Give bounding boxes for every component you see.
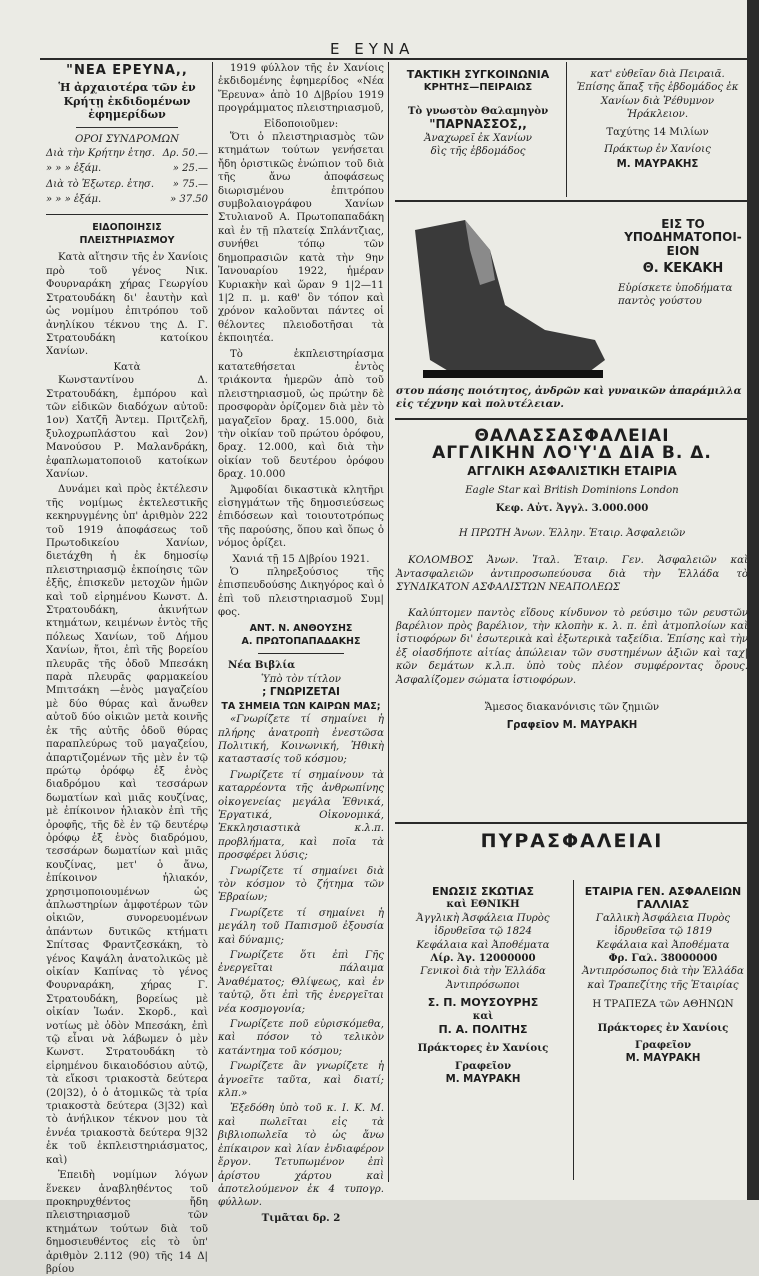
shoe-sole	[423, 370, 603, 378]
book-question: Γνωρίζετε ἂν γνωρίζετε ἡ ἀγνοεῖτε ταῦτα, καὶ διατί; κλπ.»	[218, 1061, 384, 1100]
terms-heading: ΟΡΟΙ ΣΥΝΔΡΟΜΩΝ	[74, 133, 180, 145]
notice-paragraph: Δυνάμει καὶ πρὸς ἐκτέλεσιν τῆς νομίμως ἐκτελεστικῆς κεκηρυγμένης ὑπ' ἀριθμὸν 222 τοῦ 1919 ἀποφάσεως τοῦ Πρωτοδικείου Χανίων, διετάχθη ἡ ἐκ δημοσίῳ πλειστηριασμῷ ἐκποίησις τῶν ἑξῆς, ἐπισκεῦν μετοχῶν ἡμῶν καὶ τοῦ εἰρημένου Κωνστ. Δ. Στρατουδάκη, ἀκινήτων κτημάτων, κειμένων ἐντὸς τῆς πόλεως Χανίων, τοῦ Δήμου Χανίων, ἤτοι, ἐπὶ τῆς βορείου πλευρᾶς τῆς ὁδοῦ Μπεσάκη παρὰ πλευρᾶς φαρμακείου Μπιτσάκη —ἑνὸς μαγαζείου μὲ δύο θύρας καὶ ἄνωθεν αὐτοῦ δύο οἰκιῶν μετὰ κοινῆς ἐκ τῆς αὐτῆς ὁδοῦ θύρας παραπλεύρως τοῦ μαγαζείου, ἀπαρτιζομένων τῆς μὲν ἐν τῷ πρώτῳ ὀρόφῳ ἐξ ἑνὸς διαδρόμου καὶ τεσσάρων δωματίων καὶ μιᾶς κουζίνας, μὲ ἐπίκοινον ἡλιακὸν ἐπὶ τῆς ὀροφῆς, τῆς δὲ ἐν τῷ δευτέρῳ ὀρόφῳ ἐξ ἑνὸς διαδρόμου, τεσσάρων δωματίων καὶ μιᾶς κουζίνας, μετ' ὁ ἄνω, ἐπίκοινον ἡλιακόν, χρησιμοποιουμένων ὡς ἀπλωστηρίων ἀμφοτέρων τῶν οἰκιῶν, συνορευομένων ἁπάντων δυτικῶς κτήματι Σπίτσας Φραντζεσκάκη, τὸ γένος Καψάλη ἀνατολικῶς μὲ οἰκίαν Καπίνας τὸ γένος Φουρναράκη, χήρας Γ. Στρατουδάκη, βορείως μὲ οἰκίαν Ἰωάν. Σκορδ., καὶ νοτίως μὲ ὁδὸν Μπεσάκη, ἐπὶ τῷ εἶναι νὰ λάβωμεν ὁ μὲν Κωνστ. Στρατουδάκη τὸ εἰρημένου δικαιοδόσιου αὐτῷ, τὰ εἴκοσι τριακοστὰ δεύτερα (20|32), ὁ ὁ ἀτομικῶς τὰ τρία τριακοστὰ δεύτερα (3|32) καὶ τὸ ἀνήλικον τέκνον μου τὰ ἐννέα τριακοστὰ δεύτερα 9|32 ἐκ τοῦ ἐκπλειστηριάσματος, καὶ)	[46, 484, 208, 1166]
section-rule	[395, 200, 750, 202]
notice-kata: Κατὰ	[113, 361, 141, 373]
notice-paragraph: 1919 φύλλον τῆς ἐν Χανίοις ἐκδιδομένης ἐφημερίδος «Νέα Ἔρευνα» ἀπὸ 10 Δ|βρίου 1919 προγράμματος πλειστηριασμοῦ,	[218, 63, 384, 115]
masthead: Ε ΕΥΝΑ	[330, 40, 415, 58]
fire-left-agents: Πράκτορες ἐν Χανίοις	[417, 1042, 549, 1055]
marine-capital: Κεφ. Αὐτ. Ἀγγλ. 3.000.000	[495, 501, 649, 514]
fire-left-general: Γενικοὶ διὰ τὴν Ἑλλάδα	[420, 966, 546, 978]
books-heading: Νέα Βιβλία	[228, 659, 296, 672]
book-description: Ἐξεδόθη ὑπὸ τοῦ κ. Ι. Κ. Μ. καὶ πωλεῖται εἰς τὰ βιβλιοπωλεῖα τὸ ὡς ἄνω ἐπίκαιρον καὶ λίαν ἐνδιαφέρον ἔργον. Τετυπωμένον ἐπὶ ἀρίστου χάρτου καὶ ἀποτελούμενον ἐκ 4 τυπογρ. φύλλων.	[218, 1103, 384, 1209]
column-rule	[573, 880, 574, 1180]
column-1	[46, 62, 208, 1275]
notice-paragraph: Τὸ ἐκπλειστηρίασμα κατατεθήσεται ἐντὸς τριάκοντα ἡμερῶν ἀπὸ τοῦ πλειστηριασμοῦ, ὡς πρώτην δὲ προσφορὰν ὁρίζομεν διὰ μὲν τὸ μαγαζεῖον δραχ. 15.000, διὰ τὴν οἰκίαν τοῦ πρώτου ὀρόφου, δραχ. 12.000, καὶ διὰ τὴν οἰκίαν τοῦ δευτέρου ὀρόφου δραχ. 10.000	[218, 348, 384, 481]
shoe-ad	[618, 218, 748, 398]
marine-first: Η ΠΡΩΤΗ Ἀνων. Ἑλλην. Ἑταιρ. Ἀσφαλειῶν	[458, 528, 686, 540]
marine-english: Eagle Star καὶ British Dominions London	[465, 485, 679, 497]
marine-kolombos: ΚΟΛΟΜΒΟΣ Ἀνων. Ἰταλ. Ἑταιρ. Γεν. Ἀσφαλειῶν καὶ Ἀντασφαλειῶν ἀντιπροσωπεύουσα διὰ τὴν Ἑλλάδα τὸ ΣΥΝΔΙΚΑΤΟΝ ΑΣΦΑΛΙΣΤΩΝ ΝΕΑΠΟΛΕΩΣ	[396, 555, 748, 594]
fire-left-reps: Ἀντιπρόσωποι	[445, 979, 521, 991]
rate-row: » » » ἑξάμ. » 25.—	[46, 163, 208, 175]
fire-left-capital: Λίρ. Ἀγ. 12000000	[430, 952, 536, 965]
marine-company: ΑΓΓΛΙΚΗΝ ΛΟ'Υ'Δ ΔΙΑ Β. Δ.	[432, 443, 712, 464]
fire-right-capital: Φρ. Γαλ. 38000000	[608, 952, 718, 965]
section-rule	[395, 822, 750, 824]
shoe-maker-name: Θ. ΚΕΚΑΚΗ	[642, 261, 724, 277]
ship-ad-line: Τὸ γνωστὸν Θαλαμηγὸν	[407, 104, 549, 117]
column-rule	[566, 62, 567, 197]
fire-insurance-title: ΠΥΡΑΣΦΑΛΕΙΑΙ	[480, 830, 664, 852]
book-question: Γνωρίζετε τί σημαίνουν τὰ καταρρέοντα τῆς ἀνθρωπίνης οἰκογενείας μεγάλα Ἐθνικά, Ἐργατικά, Οἰκονομικά, Ἐκκλησιαστικὰ κ.λ.π. προβλήματα, καὶ ποῖα τὰ προσφέρει λύσις;	[218, 769, 384, 862]
paper-title: "ΝΕΑ ΕΡΕΥΝΑ,,	[66, 63, 188, 78]
fire-left-desc: Ἀγγλικὴ Ἀσφάλεια Πυρὸς ἱδρυθεῖσα τῷ 1824	[416, 912, 550, 938]
notice-paragraph: Κωνσταντίνου Δ. Στρατουδάκη, ἐμπόρου καὶ τῶν εἰδικῶν διαδόχων αὐτοῦ: 1ον) Χατζῆ Ἀντεμ. Πριτζελῆ, ξυλοχρωπλάστου καὶ 2ον) Μανούσου Ρ. Μαλανδράκη, ἐφαπλωματοποιοῦ κατοίκων Χανίων.	[46, 375, 208, 480]
fire-left-rep: Π. Α. ΠΟΛΙΤΗΣ	[438, 1023, 528, 1037]
fire-left-office: Γραφεῖον	[454, 1059, 512, 1072]
ship-agent-label: Πράκτωρ ἐν Χανίοις	[604, 144, 711, 156]
ship-speed: Ταχύτης 14 Μιλίων	[606, 126, 709, 138]
fire-left-rep: Σ. Π. ΜΟΥΣΟΥΡΗΣ	[427, 996, 539, 1010]
fire-right-name: ΕΤΑΙΡΙΑ ΓΕΝ. ΑΣΦΑΛΕΙΩΝ	[584, 885, 742, 898]
book-question: Γνωρίζετε τί σημαίνει διὰ τὸν κόσμον τὸ ζήτημα τῶν Ἑβραίων;	[218, 865, 384, 904]
ship-ad-line: κατ' εὐθεῖαν διὰ Πειραιᾶ.	[590, 69, 725, 80]
fire-left-office-name: Μ. ΜΑΥΡΑΚΗ	[445, 1074, 521, 1086]
fire-left-capital-label: Κεφάλαια καὶ Ἀποθέματα	[416, 939, 550, 951]
book-title: ; ΓΝΩΡΙΖΕΤΑΙ	[262, 686, 340, 699]
column-2	[218, 62, 384, 1224]
notice-paragraph: Ὁ πληρεξούσιος τῆς ἐπισπευδούσης Δικηγόρος καὶ ὁ ἐπὶ τοῦ πλειστηριασμοῦ Συμ|φος.	[218, 567, 384, 619]
ship-agent-name: Μ. ΜΑΥΡΑΚΗΣ	[616, 159, 699, 171]
book-question: Γνωρίζετε ὅτι ἐπὶ Γῆς ἐνεργεῖται πάλαιμα Ἀναθέματος; Θλίψεως, καὶ ἐν ταὐτῷ, ὅτι ἐπὶ τῆς ἐνεργεῖται νέα κοσμογονία;	[218, 950, 384, 1015]
marine-body: Καλύπτομεν παντὸς εἴδους κίνδυνον τὸ ρεύσιμο τῶν ρευστῶν βαρέλιον πρὸς βαρέλιον, τὴν κλοπὴν κ. λ. π. ἐπὶ ἀτμοπλοίων καὶ ἱστιοφόρων δι' ἐσωτερικὰ καὶ ἐξωτερικὰ ταξείδια. Ἐπίσης καὶ τὴν ἐξ οἱασδήποτε αἰτίας ἀπώλειαν τῶν συστημένων ἀξιῶν καὶ ταχ|κῶν δεμάτων κ.λ.π. ὑπὸ τοὺς πλέον συμφέροντας ὅρους. Ἀσφαλίζομεν σώματα ἱστιοφόρων.	[396, 607, 748, 686]
paper-subtitle: Ἡ ἀρχαιοτέρα τῶν ἐν Κρήτῃ ἐκδιδομένων ἐφημερίδων	[58, 81, 196, 122]
notice-paragraph: Ἀμφοδίαι δικαστικὰ κλητῆρι εἰσηγμάτων τῆς δημοσιεύσεως ἐπιδόσεων καὶ τοιουτοτρόπως τῆς παρούσης, ὅπου καὶ ὅπως ὁ νόμος ὁρίζει.	[218, 484, 384, 550]
notice-date: Χανιά τῇ 15 Δ|βρίου 1921.	[232, 553, 370, 565]
book-title-2: ΤΑ ΣΗΜΕΙΑ ΤΩΝ ΚΑΙΡΩΝ ΜΑΣ;	[221, 700, 381, 712]
shoe-body	[415, 220, 605, 375]
fire-insurance-right	[578, 885, 748, 1185]
rate-row: Διὰ τὴν Κρήτην ἐτησ. Δρ. 50.—	[46, 148, 208, 160]
column-rule	[388, 62, 389, 1182]
fire-right-reps: Ἀντιπρόσωπος διὰ τὴν Ἑλλάδα καὶ Τραπεζίτης τῆς Ἑταιρίας	[582, 966, 744, 991]
ship-ad-title: ΤΑΚΤΙΚΗ ΣΥΓΚΟΙΝΩΝΙΑ	[406, 68, 550, 81]
fire-right-capital-label: Κεφάλαια καὶ Ἀποθέματα	[596, 939, 730, 951]
signatory: ΑΝΤ. Ν. ΑΝΘΟΥΣΗΣ	[249, 622, 353, 634]
shoe-ad-line: ΕΙΣ ΤΟ	[661, 217, 705, 231]
top-rule	[40, 58, 750, 60]
shoe-ad-line: ΥΠΟΔΗΜΑΤΟΠΟΙ-	[624, 230, 742, 245]
book-question: Γνωρίζετε τί σημαίνει ἡ μεγάλη τοῦ Παπισμοῦ ἐξουσία καὶ δύναμις;	[218, 907, 384, 946]
fire-left-name: ΕΝΩΣΙΣ ΣΚΩΤΙΑΣ	[431, 885, 535, 898]
notice-paragraph: Ἐπειδὴ νομίμων λόγων ἕνεκεν ἀναβληθέντος τοῦ προκηρυχθέντος ἤδη πλειστηριασμοῦ τῶν κτημάτων τούτων διὰ τοῦ δημοσιευθέντος εἰς τὸ ὑπ' ἀριθμὸν 2.112 (90) τῆς 14 Δ|βρίου	[46, 1170, 208, 1275]
shoe-ad-text: στου πάσης ποιότητος, ἀνδρῶν καὶ γυναικῶν ἀπαράμιλλα εἰς τέχνην καὶ πολυτέλειαν.	[396, 385, 742, 411]
ship-name: "ΠΑΡΝΑΣΣΟΣ,,	[429, 117, 527, 132]
fire-right-desc: Γαλλικὴ Ἀσφάλεια Πυρὸς ἱδρυθεῖσα τῷ 1819	[595, 912, 731, 938]
ship-ad-line: δὶς τῆς ἑβδομάδος	[430, 146, 526, 158]
ship-ad-line: Ἀναχωρεῖ ἐκ Χανίων	[424, 132, 532, 144]
section-rule	[395, 418, 750, 420]
notice-paragraph: Ὅτι ὁ πλειστηριασμὸς τῶν κτημάτων τούτων γενήσεται ἤδη ὁριστικῶς ἐνώπιον τοῦ διὰ τῆς ἄνω ἀποφάσεως διωρισμένου ἐπιτρόπου συμβολαιογράφου Χανίων Στυλιανοῦ Α. Πρωτοπαπαδάκη καὶ ἐν τῇ πλατείᾳ Σπλάντζιας, συνήθει τόπῳ τῶν δημοπρασιῶν κατὰ τὴν 9ην Ἰανουαρίου 1922, ἡμέραν Κυριακὴν καὶ ὥραν 9 1|2—11 1|2 π. μ. καθ' ὃν τόπον καὶ χρόνον καλοῦνται πάντες οἱ θέλοντες πλειοδοτῆσαι τὰ ἐκποιητέα.	[218, 132, 384, 345]
ship-ad-right	[570, 68, 745, 198]
shoe-illustration	[395, 210, 620, 385]
fire-right-office-name: Μ. ΜΑΥΡΑΚΗ	[625, 1053, 701, 1065]
marine-insurance-ad	[396, 426, 748, 820]
binding-edge	[747, 0, 759, 1200]
fire-right-agents: Πράκτορες ἐν Χανίοις	[597, 1021, 729, 1034]
fire-right-office: Γραφεῖον	[634, 1039, 692, 1052]
book-question: Γνωρίζετε ποῦ εὑρισκόμεθα, καὶ πόσον τὸ τελικὸν κατάντημα τοῦ κόσμου;	[218, 1019, 384, 1057]
fire-left-and: καὶ ΕΘΝΙΚΗ	[446, 898, 520, 911]
subscription-table	[46, 146, 208, 208]
shoe-ad-line: ΕΙΟΝ	[666, 243, 700, 258]
column-rule	[212, 62, 213, 1182]
marine-office: Γραφεῖον Μ. ΜΑΥΡΑΚΗ	[506, 719, 638, 731]
ship-ad-route: ΚΡΗΤΗΣ—ΠΕΙΡΑΙΩΣ	[423, 82, 533, 94]
marine-company-2: ΑΓΓΛΙΚΗ ΑΣΦΑΛΙΣΤΙΚΗ ΕΤΑΙΡΙΑ	[467, 463, 677, 478]
signatory: Α. ΠΡΩΤΟΠΑΠΑΔΑΚΗΣ	[241, 636, 361, 648]
notice-announce: Εἰδοποιοῦμεν:	[263, 118, 339, 130]
rate-row: Διὰ τὸ Ἐξωτερ. ἐτησ. » 75.—	[46, 178, 208, 190]
shoe-ad-text: Εὑρίσκετε ὑποδήματα παντὸς γούστου	[618, 282, 733, 308]
marine-title: ΘΑΛΑΣΣΑΣΦΑΛΕΙΑΙ	[474, 426, 670, 446]
marine-settle: Ἄμεσος διακανόνισις τῶν ζημιῶν	[484, 702, 660, 714]
fire-right-name-2: ΓΑΛΛΙΑΣ	[636, 898, 690, 912]
book-question: «Γνωρίζετε τί σημαίνει ἡ πλήρης ἀνατροπὴ ἐνεστῶσα Πολιτική, Κοινωνική, Ἠθικὴ καταστασίς τοῦ κόσμου;	[218, 714, 384, 766]
notice-paragraph: Κατὰ αἴτησιν τῆς ἐν Χανίοις πρὸ τοῦ γένος Νικ. Φουρναράκη χήρας Γεωργίου Στρατουδάκη δι' ἑαυτὴν καὶ ὡς νομίμου ἐπιτρόπου τοῦ ἀνηλίκου τέκνου της Δ. Γ. Στρατουδάκη κατοίκου Χανίων.	[46, 252, 208, 358]
books-subheading: Ὑπὸ τὸν τίτλον	[261, 673, 341, 685]
ship-ad-line: Ἐπίσης ἅπαξ τῆς ἑβδομάδος ἐκ Χανίων διὰ Ῥέθυμνον Ἡράκλειον.	[576, 82, 739, 121]
notice-heading: ΕΙΔΟΠΟΙΗΣΙΣ ΠΛΕΙΣΤΗΡΙΑΣΜΟΥ	[79, 221, 175, 247]
fire-insurance-left	[396, 885, 570, 1185]
book-price: Τιμᾶται δρ. 2	[261, 1211, 341, 1224]
rate-row: » » » ἑξάμ. » 37.50	[46, 194, 208, 206]
ship-ad	[392, 68, 564, 198]
fire-right-bank: Η ΤΡΑΠΕΖΑ τῶν ΑΘΗΝΩΝ	[592, 999, 734, 1011]
fire-left-kai: καὶ	[472, 1009, 494, 1022]
